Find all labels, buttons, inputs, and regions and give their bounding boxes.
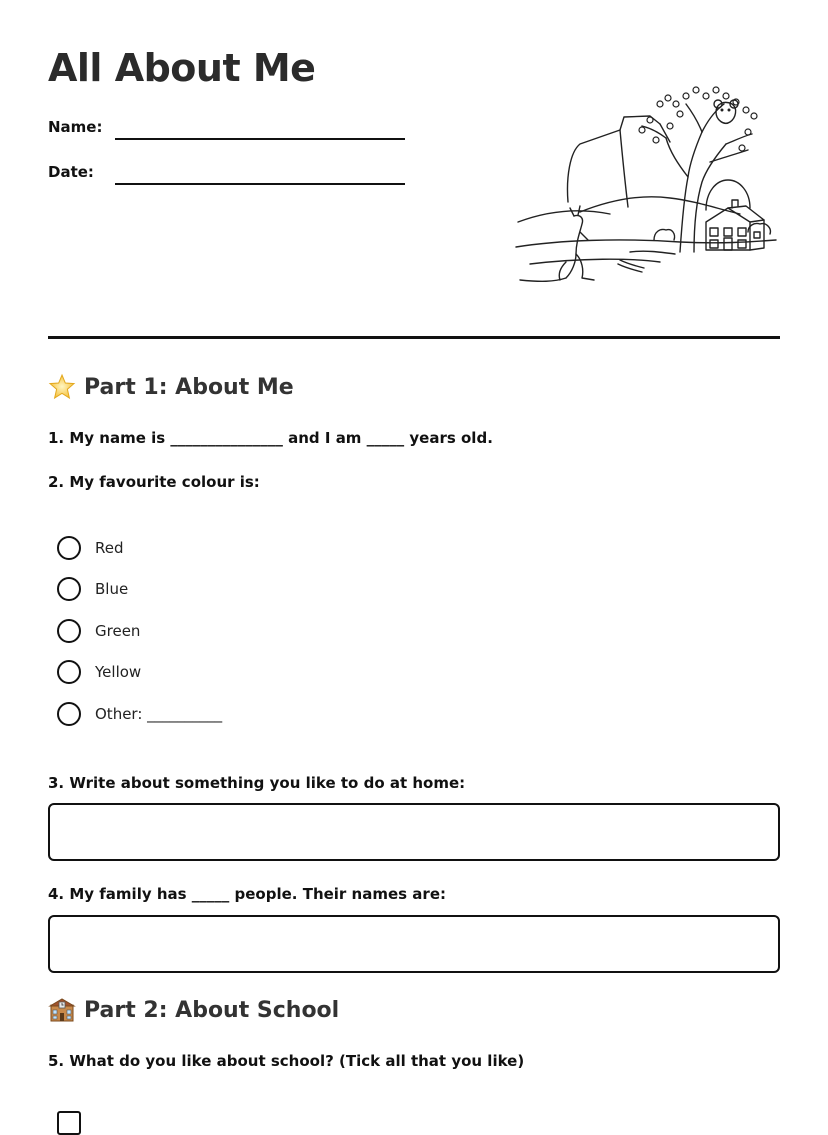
- question-2: 2. My favourite colour is:: [48, 473, 260, 491]
- option-label: Yellow: [95, 663, 142, 681]
- school-checkbox[interactable]: [57, 1111, 81, 1135]
- radio-button[interactable]: [57, 577, 81, 601]
- section-divider: [48, 336, 780, 339]
- kangaroo-koala-tree-house-illustration: [510, 82, 782, 290]
- home-activity-answer-box[interactable]: [48, 803, 780, 861]
- radio-button[interactable]: [57, 536, 81, 560]
- name-label: Name:: [48, 118, 103, 136]
- part2-title-text: Part 2: About School: [84, 997, 340, 1023]
- page-title: All About Me: [48, 46, 316, 90]
- question-3: 3. Write about something you like to do at home:: [48, 774, 466, 792]
- colour-option-other[interactable]: [57, 702, 222, 726]
- colour-option-yellow[interactable]: [57, 660, 141, 684]
- radio-button[interactable]: [57, 660, 81, 684]
- date-line[interactable]: [115, 183, 405, 185]
- part1-title: [48, 373, 294, 401]
- date-label: Date:: [48, 163, 94, 181]
- option-label: Red: [95, 539, 124, 557]
- question-1: 1. My name is _______________ and I am _____ years old.: [48, 429, 493, 447]
- name-line[interactable]: [115, 138, 405, 140]
- colour-option-blue[interactable]: [57, 577, 128, 601]
- part2-title: [48, 996, 339, 1024]
- radio-button[interactable]: [57, 619, 81, 643]
- question-4: 4. My family has _____ people. Their names are:: [48, 885, 446, 903]
- school-icon: [48, 996, 76, 1024]
- option-label: Other: __________: [95, 705, 223, 723]
- option-label: Green: [95, 622, 141, 640]
- option-label: Blue: [95, 580, 129, 598]
- colour-option-red[interactable]: [57, 536, 124, 560]
- part1-title-text: Part 1: About Me: [84, 374, 294, 400]
- star-icon: [48, 373, 76, 401]
- radio-button[interactable]: [57, 702, 81, 726]
- colour-option-green[interactable]: [57, 619, 140, 643]
- question-5: 5. What do you like about school? (Tick all that you like): [48, 1052, 525, 1070]
- family-names-answer-box[interactable]: [48, 915, 780, 973]
